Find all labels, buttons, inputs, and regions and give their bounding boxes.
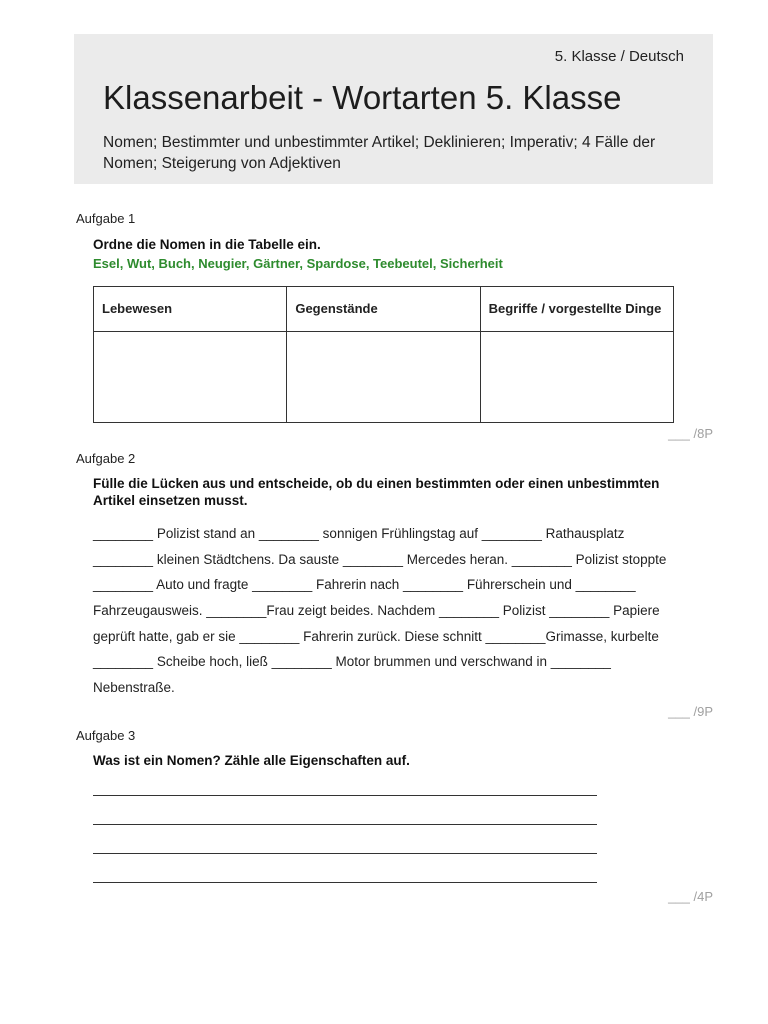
answer-cell-begriffe[interactable] <box>480 332 673 423</box>
noun-table <box>93 286 674 423</box>
page-subtitle: Nomen; Bestimmter und unbestimmter Artikel; Deklinieren; Imperativ; 4 Fälle der Nomen; Steigerung von Adjektiven <box>103 134 656 172</box>
column-header-lebewesen: Lebewesen <box>94 287 287 332</box>
task2-gap-text <box>93 524 693 704</box>
task1-label: Aufgabe 1 <box>76 211 136 226</box>
answer-line[interactable] <box>93 796 597 825</box>
task1-word-list: Esel, Wut, Buch, Neugier, Gärtner, Spardose, Teebeutel, Sicherheit <box>93 256 503 271</box>
grade-subject: 5. Klasse / Deutsch <box>554 48 684 65</box>
column-header-gegenstaende: Gegenstände <box>287 287 480 332</box>
answer-line[interactable] <box>93 854 597 883</box>
task3-instruction: Was ist ein Nomen? Zähle alle Eigenschaften auf. <box>93 753 410 768</box>
table-answer-row <box>94 332 674 423</box>
task3-answer-lines <box>93 786 597 883</box>
header-box <box>74 34 713 184</box>
task2-instruction: Fülle die Lücken aus und entscheide, ob du einen bestimmten oder einen unbestimmten Artikel einsetzen musst. <box>93 476 660 508</box>
answer-line[interactable] <box>93 825 597 854</box>
task1-instruction: Ordne die Nomen in die Tabelle ein. <box>93 237 321 252</box>
task2-label: Aufgabe 2 <box>76 451 136 466</box>
gap-text-line[interactable]: Fahrzeugausweis. ________Frau zeigt beides. Nachdem ________ Polizist ________ Papiere <box>93 603 660 619</box>
page-title: Klassenarbeit - Wortarten 5. Klasse <box>103 79 622 116</box>
gap-text-line[interactable]: ________ kleinen Städtchens. Da sauste ________ Mercedes heran. ________ Polizist stoppte <box>93 551 667 567</box>
column-header-begriffe: Begriffe / vorgestellte Dinge <box>480 287 673 332</box>
gap-text-line[interactable]: ________ Scheibe hoch, ließ ________ Motor brummen und verschwand in ________ <box>93 654 611 670</box>
answer-cell-lebewesen[interactable] <box>94 332 287 423</box>
answer-line[interactable] <box>93 786 597 796</box>
answer-cell-gegenstaende[interactable] <box>287 332 480 423</box>
gap-text-line[interactable]: geprüft hatte, gab er sie ________ Fahrerin zurück. Diese schnitt ________Grimasse, kurbelte <box>93 628 659 644</box>
task1-points: ___ /8P <box>668 426 713 441</box>
task3-label: Aufgabe 3 <box>76 728 136 743</box>
task3-points: ___ /4P <box>668 889 713 904</box>
table-header-row <box>94 287 674 332</box>
gap-text-line[interactable]: ________ Polizist stand an ________ sonnigen Frühlingstag auf ________ Rathausplatz <box>93 526 625 541</box>
task2-points: ___ /9P <box>668 704 713 719</box>
gap-text-line: Nebenstraße. <box>93 680 175 696</box>
gap-text-line[interactable]: ________ Auto und fragte ________ Fahrerin nach ________ Führerschein und ________ <box>93 577 636 593</box>
